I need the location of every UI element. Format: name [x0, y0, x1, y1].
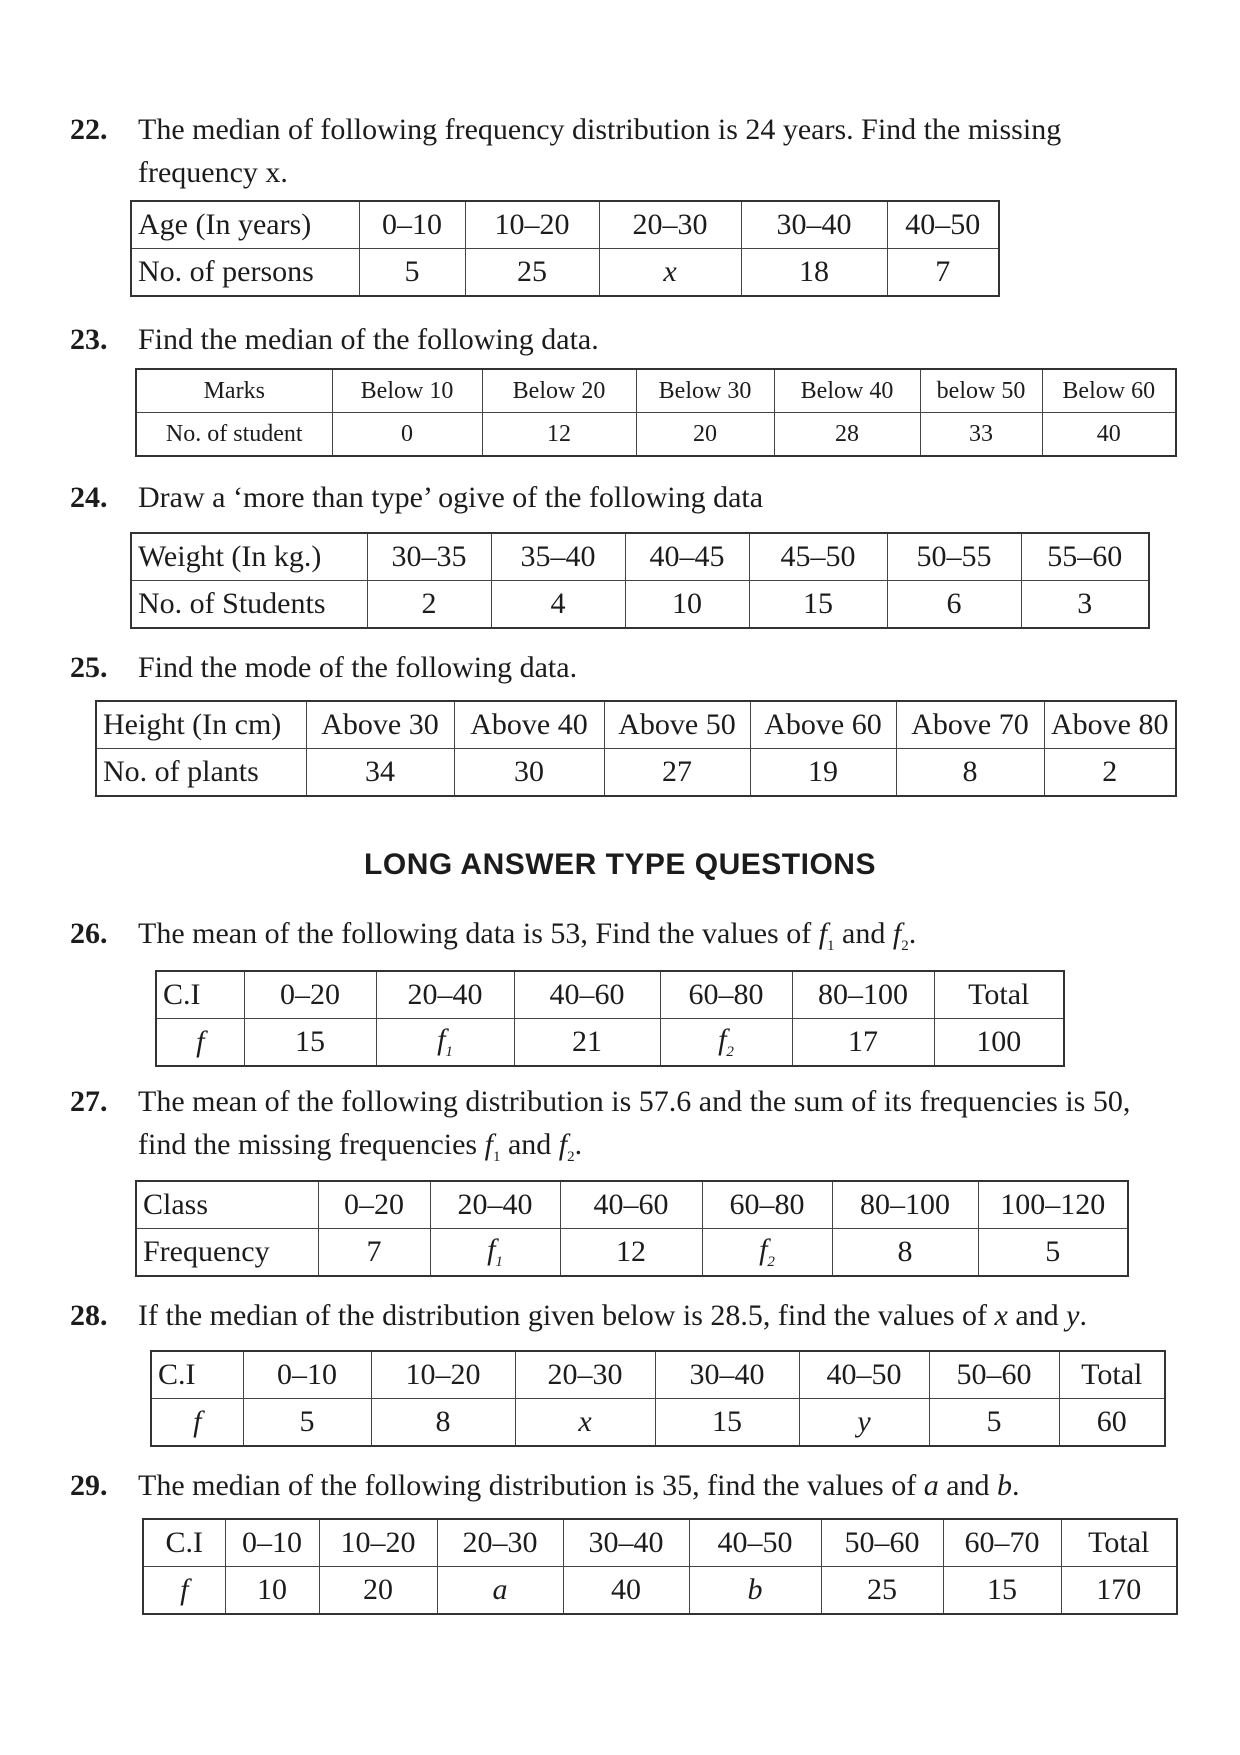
- table-header-row: [136, 369, 1176, 413]
- table-cell: 20: [319, 1567, 437, 1615]
- question-27: [70, 1080, 1180, 1179]
- table-q22: [130, 200, 1000, 297]
- row-label: No. of Students: [131, 581, 367, 629]
- table-cell: 60–80: [660, 971, 792, 1019]
- table-header-row: [156, 971, 1064, 1019]
- question-text: The mean of the following data is 53, Find the values of $f_1$ and $f_2$.: [138, 917, 917, 954]
- table-cell: 40–50: [799, 1351, 929, 1399]
- table-cell: 4: [491, 581, 625, 629]
- table-cell: 7: [887, 249, 999, 297]
- row-label: f: [151, 1399, 243, 1447]
- table-cell: 8: [896, 749, 1044, 797]
- table-cell: Total: [1059, 1351, 1165, 1399]
- table-cell: Above 50: [604, 701, 750, 749]
- question-29: [70, 1464, 1180, 1507]
- row-label: Height (In cm): [96, 701, 306, 749]
- table-cell: 15: [749, 581, 887, 629]
- table-cell: Above 60: [750, 701, 896, 749]
- question-number: 23.: [70, 323, 108, 356]
- question-number: 29.: [70, 1469, 108, 1502]
- table-cell: 2: [367, 581, 491, 629]
- table-q25: [95, 700, 1177, 797]
- table-cell: Below 20: [482, 369, 636, 413]
- question-number: 27.: [70, 1085, 108, 1118]
- table-cell: 40: [1042, 413, 1176, 457]
- section-heading: LONG ANSWER TYPE QUESTIONS: [364, 848, 876, 881]
- table-cell: $f_1$: [430, 1229, 560, 1277]
- table-cell: 20–30: [599, 201, 741, 249]
- table-cell: 50–60: [929, 1351, 1059, 1399]
- table-cell: 40–60: [514, 971, 660, 1019]
- row-label: C.I: [151, 1351, 243, 1399]
- table-cell: 0–20: [244, 971, 376, 1019]
- table-cell: 27: [604, 749, 750, 797]
- table-cell: 5: [929, 1399, 1059, 1447]
- table-row: [151, 1399, 1165, 1447]
- table-cell: Below 60: [1042, 369, 1176, 413]
- table-cell: 12: [482, 413, 636, 457]
- question-28: [70, 1294, 1180, 1337]
- table-cell: 17: [792, 1019, 934, 1067]
- table-row: [131, 249, 999, 297]
- table-cell: 80–100: [792, 971, 934, 1019]
- question-22: [70, 108, 1180, 194]
- table-header-row: [143, 1519, 1177, 1567]
- table-cell: 19: [750, 749, 896, 797]
- table-cell: 20–30: [437, 1519, 563, 1567]
- table-cell: 28: [774, 413, 920, 457]
- question-text: The median of following frequency distribution is 24 years. Find the missing frequency x.: [138, 113, 1062, 189]
- table-cell: 20–30: [515, 1351, 655, 1399]
- question-26: [70, 912, 1180, 968]
- table-cell: Above 80: [1044, 701, 1176, 749]
- table-row: [131, 581, 1149, 629]
- table-cell: a: [437, 1567, 563, 1615]
- table-cell: y: [799, 1399, 929, 1447]
- table-cell: 5: [359, 249, 465, 297]
- table-cell: 15: [943, 1567, 1061, 1615]
- table-cell: 40: [563, 1567, 689, 1615]
- table-cell: x: [599, 249, 741, 297]
- table-cell: Total: [934, 971, 1064, 1019]
- row-label: No. of plants: [96, 749, 306, 797]
- table-cell: 30–40: [563, 1519, 689, 1567]
- table-cell: Above 70: [896, 701, 1044, 749]
- question-number: 25.: [70, 651, 108, 684]
- table-cell: 50–55: [887, 533, 1021, 581]
- row-label: Frequency: [136, 1229, 318, 1277]
- table-header-row: [151, 1351, 1165, 1399]
- table-q26: [155, 970, 1065, 1067]
- table-cell: 100–120: [978, 1181, 1128, 1229]
- question-23: [70, 318, 1180, 361]
- table-header-row: [136, 1181, 1128, 1229]
- table-cell: Above 40: [454, 701, 604, 749]
- table-cell: 30: [454, 749, 604, 797]
- table-cell: 40–50: [887, 201, 999, 249]
- table-cell: 45–50: [749, 533, 887, 581]
- row-label: f: [143, 1567, 225, 1615]
- question-text: Find the mode of the following data.: [138, 651, 578, 684]
- table-cell: $f_2$: [702, 1229, 832, 1277]
- table-cell: 10–20: [371, 1351, 515, 1399]
- table-q29: [142, 1518, 1178, 1615]
- table-cell: 0–20: [318, 1181, 430, 1229]
- table-cell: 100: [934, 1019, 1064, 1067]
- table-cell: 8: [371, 1399, 515, 1447]
- table-cell: Below 30: [636, 369, 774, 413]
- question-text: The median of the following distribution is 35, find the values of a and b.: [138, 1469, 1020, 1502]
- table-cell: 30–40: [741, 201, 887, 249]
- table-cell: 20–40: [430, 1181, 560, 1229]
- table-header-row: [131, 533, 1149, 581]
- table-cell: 10–20: [319, 1519, 437, 1567]
- table-cell: 2: [1044, 749, 1176, 797]
- table-cell: 0–10: [243, 1351, 371, 1399]
- table-cell: 0–10: [225, 1519, 319, 1567]
- question-25: [70, 646, 1180, 689]
- table-cell: 34: [306, 749, 454, 797]
- table-header-row: [131, 201, 999, 249]
- table-cell: 21: [514, 1019, 660, 1067]
- row-label: No. of persons: [131, 249, 359, 297]
- row-label: C.I: [143, 1519, 225, 1567]
- table-row: [96, 749, 1176, 797]
- table-cell: $f_2$: [660, 1019, 792, 1067]
- table-row: [136, 413, 1176, 457]
- table-row: [136, 1229, 1128, 1277]
- table-cell: 25: [465, 249, 599, 297]
- row-label: Marks: [136, 369, 332, 413]
- table-row: [156, 1019, 1064, 1067]
- table-cell: 60–70: [943, 1519, 1061, 1567]
- table-q23: [135, 368, 1177, 457]
- row-label: No. of student: [136, 413, 332, 457]
- row-label: Weight (In kg.): [131, 533, 367, 581]
- table-cell: 7: [318, 1229, 430, 1277]
- question-24: [70, 476, 1180, 519]
- table-cell: 5: [978, 1229, 1128, 1277]
- table-q27: [135, 1180, 1129, 1277]
- question-number: 24.: [70, 481, 108, 514]
- question-number: 26.: [70, 917, 108, 950]
- table-cell: 60: [1059, 1399, 1165, 1447]
- table-cell: 10–20: [465, 201, 599, 249]
- table-cell: 25: [821, 1567, 943, 1615]
- table-cell: 40–45: [625, 533, 749, 581]
- question-text: Draw a ‘more than type’ ogive of the following data: [138, 481, 764, 514]
- table-cell: 35–40: [491, 533, 625, 581]
- table-cell: $f_1$: [376, 1019, 514, 1067]
- table-cell: 20: [636, 413, 774, 457]
- table-cell: 8: [832, 1229, 978, 1277]
- table-cell: 20–40: [376, 971, 514, 1019]
- table-cell: 0: [332, 413, 482, 457]
- table-cell: 15: [244, 1019, 376, 1067]
- row-label: Age (In years): [131, 201, 359, 249]
- table-cell: Below 40: [774, 369, 920, 413]
- table-cell: 40–50: [689, 1519, 821, 1567]
- table-cell: 0–10: [359, 201, 465, 249]
- question-text: If the median of the distribution given below is 28.5, find the values of x and y.: [138, 1299, 1087, 1332]
- table-cell: 30–40: [655, 1351, 799, 1399]
- table-cell: 55–60: [1021, 533, 1149, 581]
- table-cell: x: [515, 1399, 655, 1447]
- table-cell: 60–80: [702, 1181, 832, 1229]
- table-cell: 170: [1061, 1567, 1177, 1615]
- table-cell: below 50: [920, 369, 1042, 413]
- table-cell: 10: [625, 581, 749, 629]
- table-cell: 6: [887, 581, 1021, 629]
- row-label: Class: [136, 1181, 318, 1229]
- table-cell: 15: [655, 1399, 799, 1447]
- table-cell: b: [689, 1567, 821, 1615]
- table-cell: Below 10: [332, 369, 482, 413]
- table-cell: 3: [1021, 581, 1149, 629]
- table-cell: 5: [243, 1399, 371, 1447]
- row-label: C.I: [156, 971, 244, 1019]
- table-cell: 50–60: [821, 1519, 943, 1567]
- question-number: 22.: [70, 113, 108, 146]
- question-number: 28.: [70, 1299, 108, 1332]
- question-text: The mean of the following distribution is 57.6 and the sum of its frequencies is 50, find the missing frequencies $f_1$ and $f_2$.: [138, 1085, 1131, 1165]
- table-cell: 10: [225, 1567, 319, 1615]
- table-cell: 12: [560, 1229, 702, 1277]
- table-cell: 80–100: [832, 1181, 978, 1229]
- table-q28: [150, 1350, 1166, 1447]
- table-cell: 18: [741, 249, 887, 297]
- question-text: Find the median of the following data.: [138, 323, 599, 356]
- table-cell: 30–35: [367, 533, 491, 581]
- table-row: [143, 1567, 1177, 1615]
- table-cell: Above 30: [306, 701, 454, 749]
- row-label: f: [156, 1019, 244, 1067]
- table-header-row: [96, 701, 1176, 749]
- table-cell: 40–60: [560, 1181, 702, 1229]
- table-cell: 33: [920, 413, 1042, 457]
- table-q24: [130, 532, 1150, 629]
- table-cell: Total: [1061, 1519, 1177, 1567]
